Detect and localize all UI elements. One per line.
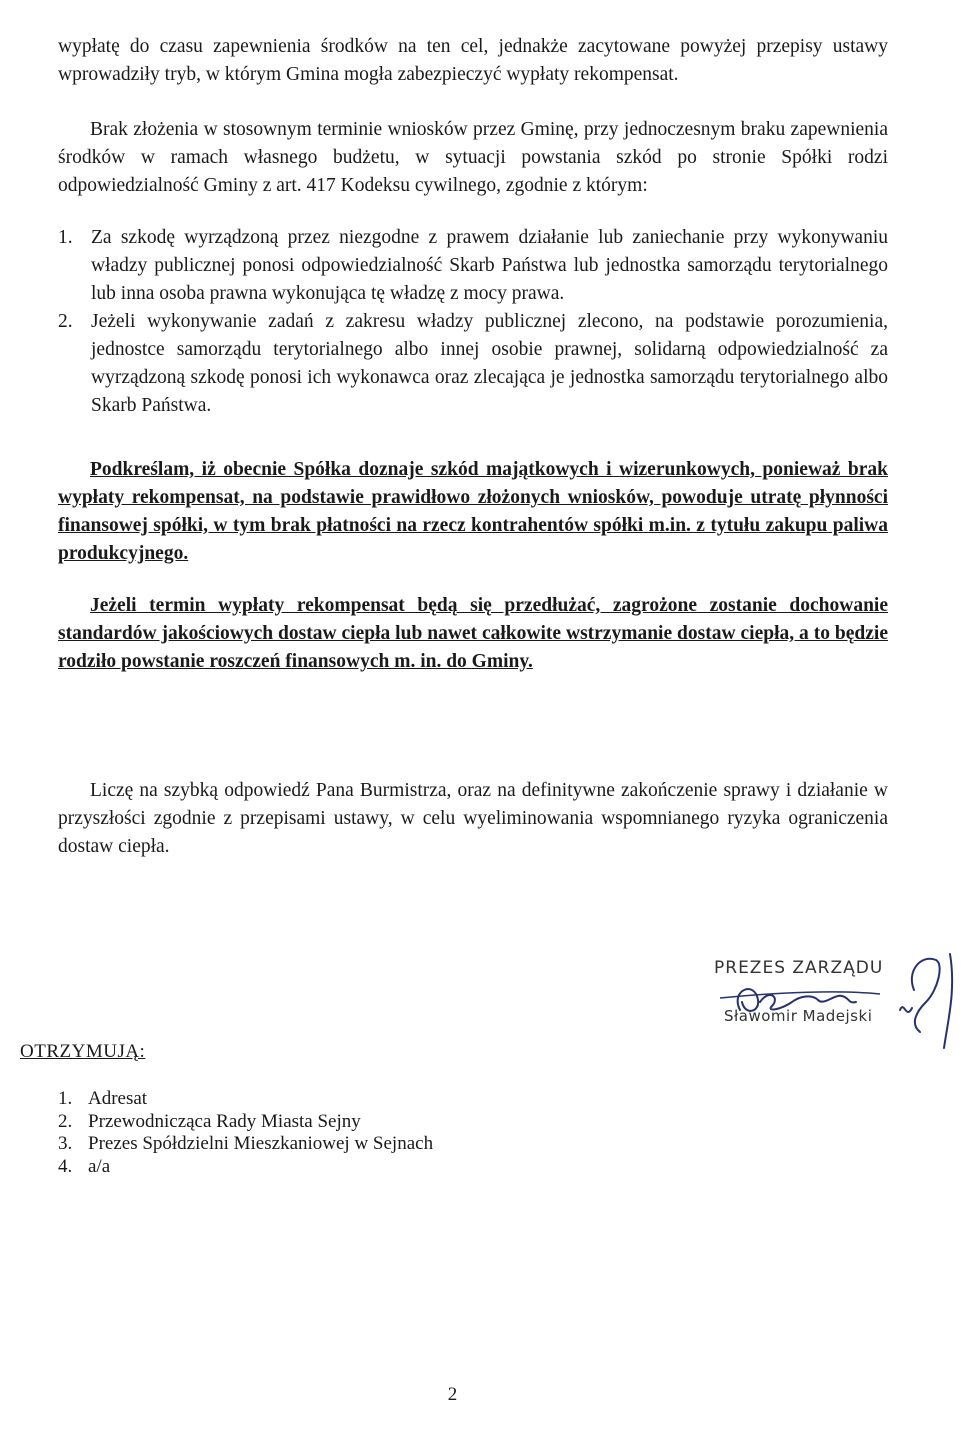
list-number: 1. [58,1088,73,1109]
list-number: 3. [58,1133,73,1155]
paragraph-continuation [58,33,888,89]
list-text: Jeżeli wykonywanie zadań z zakresu władzy publicznej zlecono, na podstawie porozumienia, jednostce samorządu terytorialnego albo innej osobie prawnej, solidarną odpowiedzialność za wyrządzoną szkodę ponosi ich wykonawca oraz zlecająca je jednostka samorządu terytorialnego albo Skarb Państwa. [91,311,888,416]
list-item [58,1156,433,1179]
list-item [58,1133,433,1156]
list-item [58,1111,433,1134]
list-number: 4. [58,1155,73,1177]
recipients-list [58,1088,433,1178]
list-item [58,1088,433,1111]
paragraph-emphasis-damages [58,456,888,568]
paragraph-closing [58,777,888,861]
list-text: a/a [88,1155,111,1177]
list-number: 1. [58,227,73,248]
emphasized-text: Jeżeli termin wypłaty rekompensat będą się przedłużać, zagrożone zostanie dochowanie standardów jakościowych dostaw ciepła lub nawet całkowite wstrzymanie dostaw ciepła, a to będzie rodziło powstanie roszczeń finansowych m. in. do Gminy. [58,595,888,672]
list-text: Przewodnicząca Rady Miasta Sejny [88,1110,361,1132]
list-number: 2. [58,311,73,332]
paragraph-text: Brak złożenia w stosownym terminie wniosków przez Gminę, przy jednoczesnym braku zapewnienia środków w ramach własnego budżetu, w sytuacji powstania szkód po stronie Spółki rodzi odpowiedzialność Gminy z art. 417 Kodeksu cywilnego, zgodnie z którym: [58,119,888,196]
signature-name: Sławomir Madejski [724,1007,873,1025]
page-number: 2 [447,1384,458,1405]
handwritten-signature [700,950,970,1060]
list-text: Prezes Spółdzielni Mieszkaniowej w Sejnach [88,1133,434,1155]
list-number: 2. [58,1110,73,1132]
paragraph-text: Liczę na szybką odpowiedź Pana Burmistrza, oraz na definitywne zakończenie sprawy i działanie w przyszłości zgodnie z przepisami ustawy, w celu wyeliminowania wspomnianego ryzyka ograniczenia dostaw ciepła. [58,780,888,857]
emphasized-text: Podkreślam, iż obecnie Spółka doznaje szkód majątkowych i wizerunkowych, ponieważ brak wypłaty rekompensat, na podstawie prawidłowo złożonych wniosków, powoduje utratę płynności finansowej spółki, w tym brak płatności na rzecz kontrahentów spółki m.in. z tytułu zakupu paliwa produkcyjnego. [58,459,888,564]
list-item [58,224,888,308]
paragraph-text: wypłatę do czasu zapewnienia środków na ten cel, jednakże zacytowane powyżej przepisy ustawy wprowadziły tryb, w którym Gmina mogła zabezpieczyć wypłaty rekompensat. [58,36,888,85]
paragraph-emphasis-risk [58,592,888,676]
paragraph-liability [58,116,888,200]
article-417-list [58,224,888,420]
signature-title: PREZES ZARZĄDU [714,958,884,978]
signature-stamp [700,950,970,1060]
recipients-heading: OTRZYMUJĄ: [20,1041,146,1062]
list-item [58,308,888,420]
list-text: Za szkodę wyrządzoną przez niezgodne z prawem działanie lub zaniechanie przy wykonywaniu władzy publicznej ponosi odpowiedzialność Skarb Państwa lub jednostka samorządu terytorialnego lub inna osoba prawna wykonująca tę władzę z mocy prawa. [91,227,888,304]
list-text: Adresat [88,1088,148,1109]
